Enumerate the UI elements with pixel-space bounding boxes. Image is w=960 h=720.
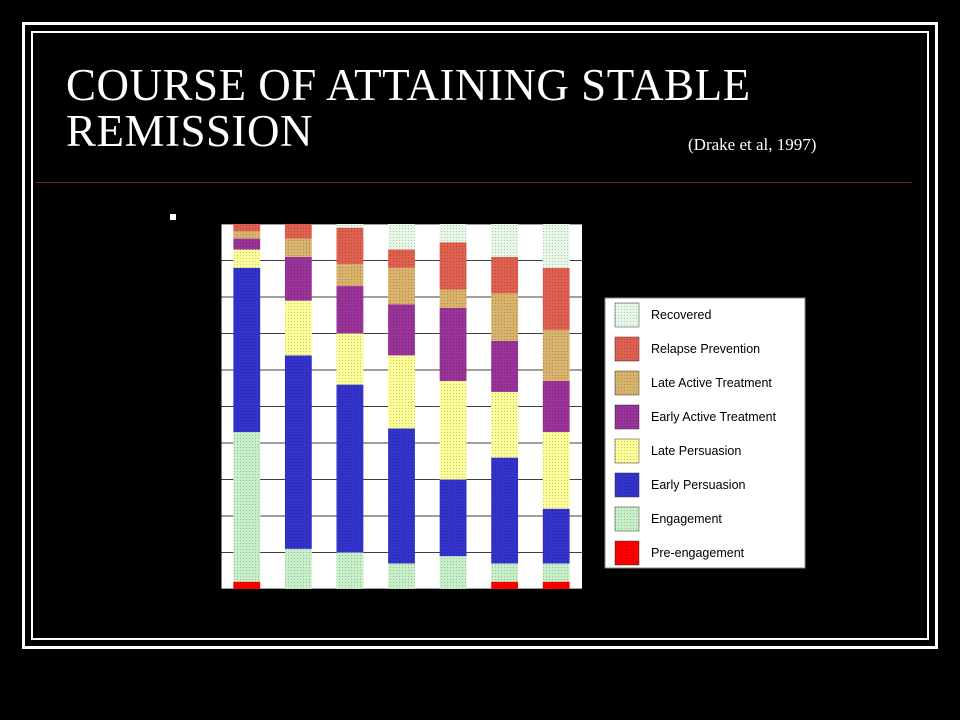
bar-segment-texture: [233, 268, 260, 432]
bar-segment-texture: [233, 582, 260, 589]
legend-swatch-texture: [615, 473, 639, 497]
bar-segment-texture: [491, 224, 518, 257]
bar-segment-texture: [491, 458, 518, 564]
bar-segment-texture: [388, 268, 415, 305]
bar-segment-texture: [337, 334, 364, 385]
bar-segment-texture: [233, 239, 260, 250]
bar-segment-texture: [285, 355, 312, 548]
bar-segment-texture: [388, 304, 415, 355]
bar-segment-texture: [337, 286, 364, 333]
legend-swatch-texture: [615, 303, 639, 327]
legend-label: Early Persuasion: [651, 478, 746, 492]
bar-segment-texture: [233, 231, 260, 238]
bar-segment-texture: [491, 392, 518, 458]
legend-label: Late Active Treatment: [651, 376, 772, 390]
bar-segment-texture: [440, 308, 467, 381]
legend-label: Recovered: [651, 308, 712, 322]
bar-segment-texture: [543, 582, 570, 589]
bar-segment-texture: [543, 563, 570, 581]
bar-segment-texture: [337, 224, 364, 228]
bar-segment-texture: [440, 290, 467, 308]
citation: (Drake et al, 1997): [688, 135, 817, 154]
legend-swatch-texture: [615, 371, 639, 395]
bar-segment-texture: [543, 381, 570, 432]
bar-segment-texture: [285, 549, 312, 589]
bar-segment-texture: [337, 553, 364, 590]
bar-segment-texture: [233, 224, 260, 231]
bar-segment-texture: [285, 301, 312, 356]
legend-label: Pre-engagement: [651, 546, 745, 560]
bar-segment-texture: [285, 239, 312, 257]
bar-segment-texture: [543, 268, 570, 330]
bar-segment-texture: [543, 432, 570, 509]
legend-label: Relapse Prevention: [651, 342, 761, 356]
bar-segment-texture: [233, 250, 260, 268]
legend-label: Engagement: [651, 512, 722, 526]
bar-segment-texture: [388, 250, 415, 268]
bar-segment-texture: [388, 224, 415, 250]
bar-segment-texture: [491, 293, 518, 340]
bar-segment-texture: [491, 257, 518, 294]
bar-segment-texture: [440, 381, 467, 480]
legend-label: Early Active Treatment: [651, 410, 777, 424]
bar-segment-texture: [440, 242, 467, 289]
bar-segment-texture: [337, 228, 364, 265]
legend-label: Late Persuasion: [651, 444, 742, 458]
bar-segment-texture: [491, 563, 518, 581]
bar-segment-texture: [440, 556, 467, 589]
bar-segment-texture: [543, 509, 570, 564]
legend-swatch-texture: [615, 439, 639, 463]
bar-segment-texture: [388, 355, 415, 428]
bar-segment-texture: [440, 480, 467, 557]
bar-segment-texture: [440, 224, 467, 242]
bar-segment-texture: [543, 330, 570, 381]
bar-segment-texture: [491, 341, 518, 392]
legend-swatch-texture: [615, 337, 639, 361]
legend-swatch-texture: [615, 541, 639, 565]
title-line-2: REMISSION: [66, 106, 314, 156]
bar-segment-texture: [337, 385, 364, 553]
legend-swatch-texture: [615, 507, 639, 531]
bar-segment-texture: [285, 257, 312, 301]
bar-segment-texture: [388, 428, 415, 563]
bar-segment-texture: [337, 264, 364, 286]
legend-swatch-texture: [615, 405, 639, 429]
bar-segment-texture: [543, 224, 570, 268]
title-line-1: COURSE OF ATTAINING STABLE: [66, 60, 751, 110]
bar-segment-texture: [233, 432, 260, 582]
bar-segment-texture: [491, 582, 518, 589]
bar-segment-texture: [388, 563, 415, 589]
bar-segment-texture: [285, 224, 312, 239]
